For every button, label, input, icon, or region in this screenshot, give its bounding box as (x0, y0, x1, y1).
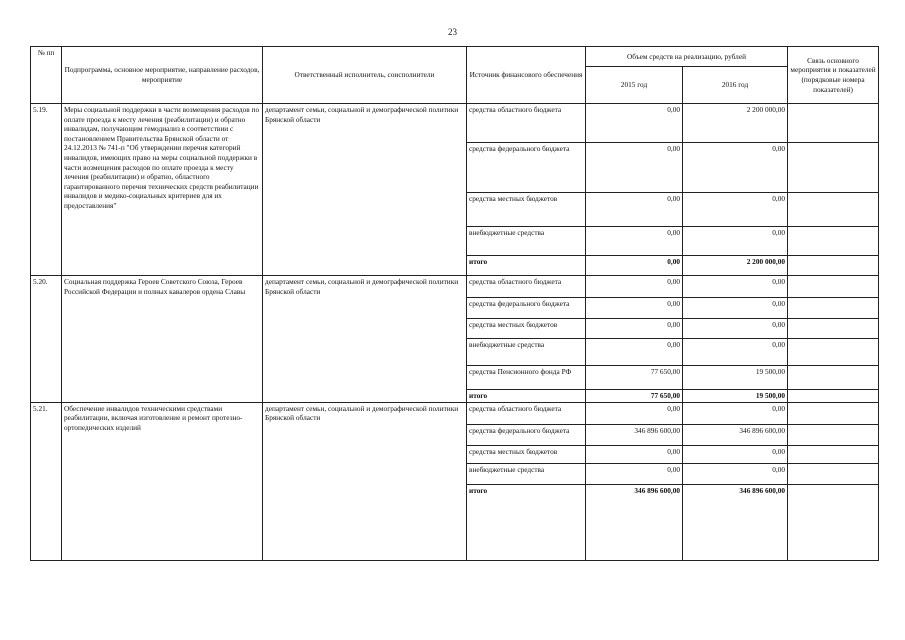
value-2015: 346 896 600,00 (586, 424, 683, 445)
link-cell (788, 227, 879, 256)
row-executor: департамент семьи, социальной и демографической политики Брянской области (263, 276, 467, 403)
link-cell (788, 339, 879, 366)
value-2016: 0,00 (683, 445, 788, 463)
value-2015: 0,00 (586, 276, 683, 298)
value-2016: 2 200 000,00 (683, 256, 788, 276)
link-cell (788, 402, 879, 424)
value-2015: 0,00 (586, 463, 683, 484)
value-2016: 0,00 (683, 463, 788, 484)
row-number: 5.21. (31, 402, 62, 560)
value-2016: 0,00 (683, 276, 788, 298)
source-name: средства федерального бюджета (467, 424, 586, 445)
table-row (31, 402, 879, 424)
table-row (31, 104, 879, 143)
row-program: Обеспечение инвалидов техническими средствами реабилитации, включая изготовление и ремонт протезно-ортопедических изделий (62, 402, 263, 560)
value-2016: 0,00 (683, 298, 788, 319)
source-name: средства федерального бюджета (467, 143, 586, 193)
header-program: Подпрограмма, основное мероприятие, направление расходов, мероприятие (62, 47, 263, 104)
source-name: средства Пенсионного фонда РФ (467, 366, 586, 390)
source-name: итого (467, 390, 586, 403)
value-2015: 0,00 (586, 193, 683, 227)
link-cell (788, 319, 879, 339)
value-2015: 0,00 (586, 143, 683, 193)
value-2015: 0,00 (586, 319, 683, 339)
value-2015: 346 896 600,00 (586, 484, 683, 560)
link-cell (788, 104, 879, 143)
header-executor: Ответственный исполнитель, соисполнители (263, 47, 467, 104)
header-num: № пп (31, 47, 62, 104)
value-2016: 0,00 (683, 402, 788, 424)
source-name: средства местных бюджетов (467, 193, 586, 227)
header-source: Источник финансового обеспечения (467, 47, 586, 104)
value-2015: 0,00 (586, 339, 683, 366)
link-cell (788, 256, 879, 276)
source-name: внебюджетные средства (467, 339, 586, 366)
page-number: 23 (448, 27, 457, 37)
header-2015: 2015 год (586, 67, 683, 104)
source-name: средства областного бюджета (467, 276, 586, 298)
value-2016: 2 200 000,00 (683, 104, 788, 143)
value-2016: 19 500,00 (683, 390, 788, 403)
source-name: средства местных бюджетов (467, 319, 586, 339)
value-2016: 0,00 (683, 193, 788, 227)
source-name: средства местных бюджетов (467, 445, 586, 463)
header-funds: Объем средств на реализацию, рублей (586, 47, 788, 67)
source-name: итого (467, 484, 586, 560)
source-name: итого (467, 256, 586, 276)
value-2016: 0,00 (683, 227, 788, 256)
funding-table (30, 46, 879, 561)
source-name: средства областного бюджета (467, 104, 586, 143)
value-2015: 0,00 (586, 445, 683, 463)
value-2015: 0,00 (586, 227, 683, 256)
value-2015: 0,00 (586, 298, 683, 319)
link-cell (788, 445, 879, 463)
link-cell (788, 463, 879, 484)
row-program: Меры социальной поддержки в части возмещения расходов по оплате проезда к месту лечения (реабилитации) и обратно инвалидам, получающим гемодиализ в соответствии с постановлением Правительства Брянской области от 24.12.2013 № 741-п "Об утверждении перечня категорий инвалидов, имеющих право на меры социальной поддержки в части возмещения расходов по оплате проезда к месту лечения (реабилитации) и обратно, областного гарантированного перечня технических средств реабилитации инвалидов и медико-социальных критериев для их предоставления" (62, 104, 263, 276)
link-cell (788, 298, 879, 319)
link-cell (788, 366, 879, 390)
value-2016: 346 896 600,00 (683, 484, 788, 560)
table-row (31, 276, 879, 298)
value-2015: 0,00 (586, 402, 683, 424)
value-2016: 0,00 (683, 339, 788, 366)
value-2016: 346 896 600,00 (683, 424, 788, 445)
source-name: средства областного бюджета (467, 402, 586, 424)
value-2015: 77 650,00 (586, 366, 683, 390)
source-name: средства федерального бюджета (467, 298, 586, 319)
link-cell (788, 484, 879, 560)
value-2015: 0,00 (586, 256, 683, 276)
header-link: Связь основного мероприятия и показателей (порядковые номера показателей) (788, 47, 879, 104)
value-2016: 0,00 (683, 319, 788, 339)
link-cell (788, 193, 879, 227)
row-program: Социальная поддержка Героев Советского Союза, Героев Российской Федерации и полных кавалеров ордена Славы (62, 276, 263, 403)
row-number: 5.19. (31, 104, 62, 276)
value-2015: 77 650,00 (586, 390, 683, 403)
value-2015: 0,00 (586, 104, 683, 143)
link-cell (788, 390, 879, 403)
row-executor: департамент семьи, социальной и демографической политики Брянской области (263, 104, 467, 276)
link-cell (788, 424, 879, 445)
header-2016: 2016 год (683, 67, 788, 104)
source-name: внебюджетные средства (467, 227, 586, 256)
link-cell (788, 143, 879, 193)
source-name: внебюджетные средства (467, 463, 586, 484)
link-cell (788, 276, 879, 298)
value-2016: 19 500,00 (683, 366, 788, 390)
value-2016: 0,00 (683, 143, 788, 193)
row-executor: департамент семьи, социальной и демографической политики Брянской области (263, 402, 467, 560)
row-number: 5.20. (31, 276, 62, 403)
